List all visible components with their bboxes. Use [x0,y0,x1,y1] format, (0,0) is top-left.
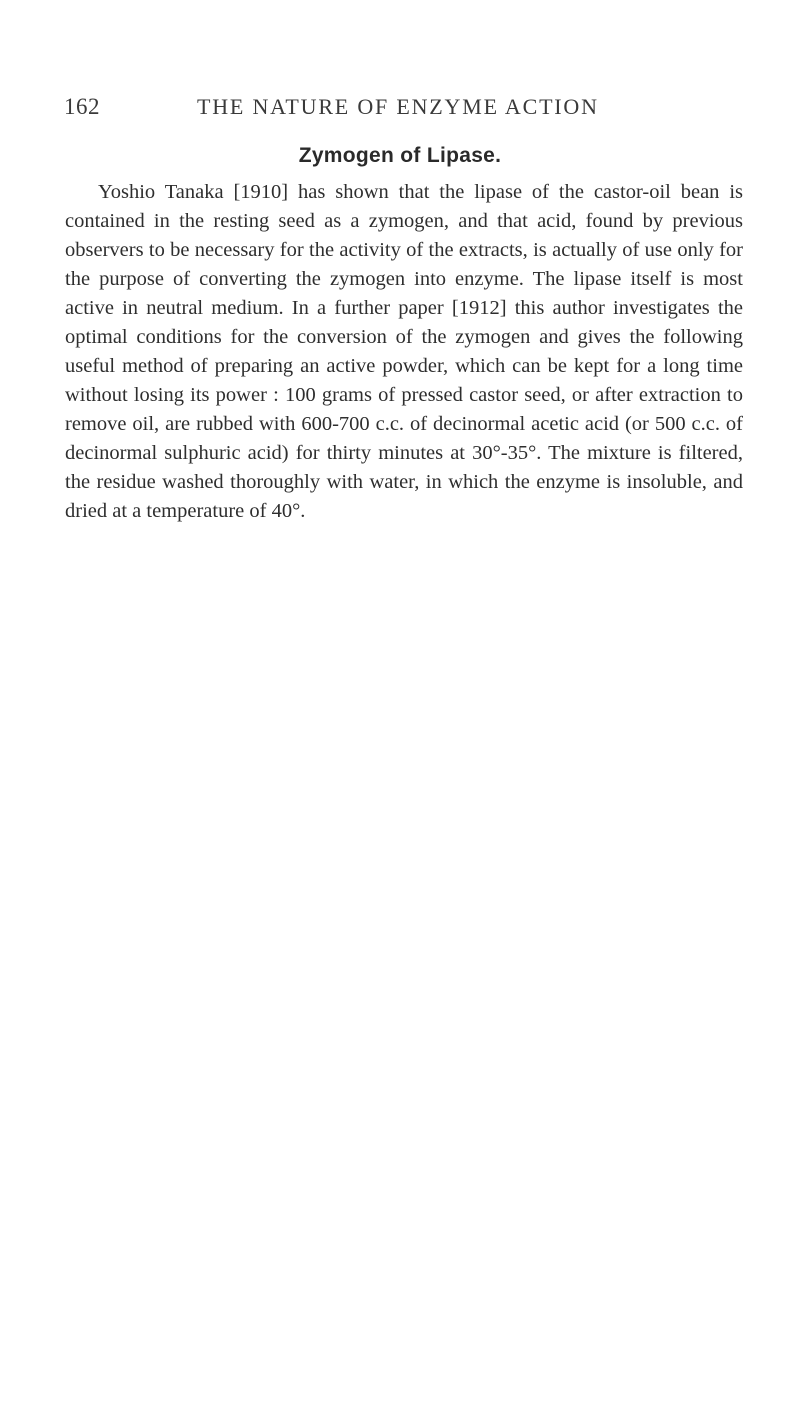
page-number: 162 [64,94,100,119]
running-title: THE NATURE OF ENZYME ACTION [197,94,599,119]
running-header [64,94,744,134]
body-paragraph: Yoshio Tanaka [1910] has shown that the lipase of the castor-oil bean is contained in the resting seed as a zymogen, and that acid, found by previous observers to be necessary for the activity of the extracts, is actually of use only for the purpose of converting the zymogen into enzyme. The lipase itself is most active in neutral medium. In a further paper [1912] this author investigates the optimal conditions for the conversion of the zymogen and gives the following useful method of preparing an active powder, which can be kept for a long time without losing its power : 100 grams of pressed castor seed, or after extraction to remove oil, are rubbed with 600-700 c.c. of decinormal acetic acid (or 500 c.c. of decinormal sulphuric acid) for thirty minutes at 30°-35°. The mixture is filtered, the residue washed thoroughly with water, in which the enzyme is insoluble, and dried at a temperature of 40°. [65,181,743,522]
section-heading: Zymogen of Lipase. [298,144,502,167]
